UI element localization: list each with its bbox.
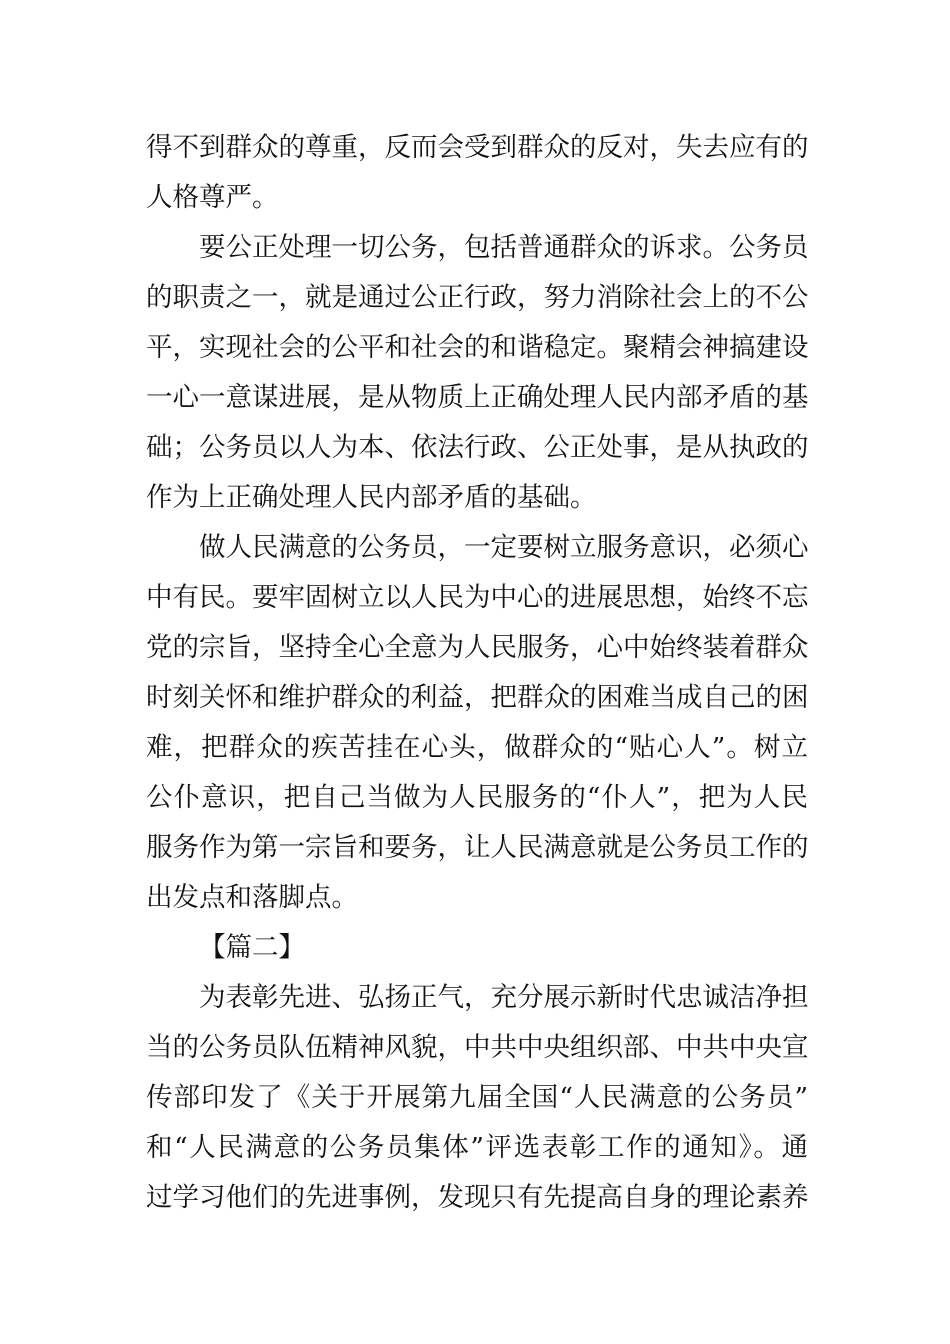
- text-line: 服务作为第一宗旨和要务，让人民满意就是公务员工作的: [146, 832, 808, 863]
- text-line: 人格尊严。: [146, 182, 279, 213]
- text-line: 时刻关怀和维护群众的利益，把群众的困难当成自己的困: [146, 682, 808, 713]
- paragraph-start-line: 要公正处理一切公务，包括普通群众的诉求。公务员: [199, 232, 808, 263]
- text-line: 作为上正确处理人民内部矛盾的基础。: [146, 482, 597, 513]
- text-line: 党的宗旨，坚持全心全意为人民服务，心中始终装着群众: [146, 632, 808, 663]
- text-line: 和“人民满意的公务员集体”评选表彰工作的通知》。通: [146, 1132, 808, 1163]
- text-line: 中有民。要牢固树立以人民为中心的进展思想，始终不忘: [146, 582, 808, 613]
- text-line: 当的公务员队伍精神风貌，中共中央组织部、中共中央宣: [146, 1032, 808, 1063]
- text-line: 础；公务员以人为本、依法行政、公正处事，是从执政的: [146, 432, 808, 463]
- text-line: 得不到群众的尊重，反而会受到群众的反对，失去应有的: [146, 132, 808, 163]
- paragraph-start-line: 为表彰先进、弘扬正气，充分展示新时代忠诚洁净担: [199, 982, 808, 1013]
- section-heading: 【篇二】: [199, 932, 305, 963]
- text-line: 的职责之一，就是通过公正行政，努力消除社会上的不公: [146, 282, 808, 313]
- text-line: 出发点和落脚点。: [146, 882, 358, 913]
- text-line: 传部印发了《关于开展第九届全国“人民满意的公务员”: [146, 1082, 808, 1113]
- text-line: 平，实现社会的公平和社会的和谐稳定。聚精会神搞建设: [146, 332, 808, 363]
- text-line: 公仆意识，把自己当做为人民服务的“仆人”，把为人民: [146, 782, 808, 813]
- text-line: 过学习他们的先进事例，发现只有先提高自身的理论素养: [146, 1182, 808, 1213]
- text-line: 难，把群众的疾苦挂在心头，做群众的“贴心人”。树立: [146, 732, 808, 763]
- paragraph-start-line: 做人民满意的公务员，一定要树立服务意识，必须心: [199, 532, 808, 563]
- text-line: 一心一意谋进展，是从物质上正确处理人民内部矛盾的基: [146, 382, 808, 413]
